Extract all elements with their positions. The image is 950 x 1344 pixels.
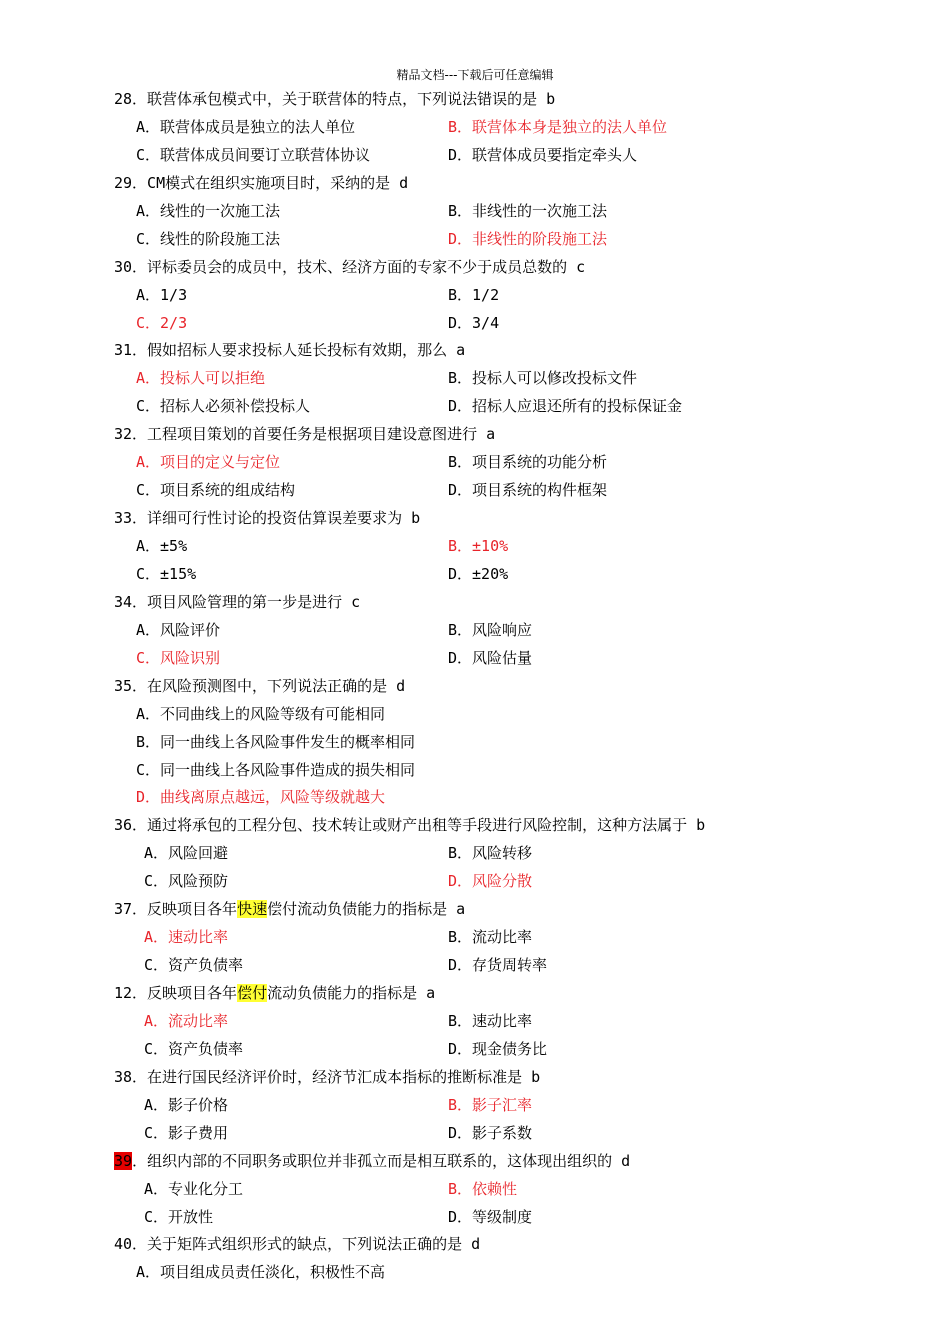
option-a: A．专业化分工 [144, 1179, 244, 1198]
option-b: B．项目系统的功能分析 [448, 453, 608, 472]
option-d: D．招标人应退还所有的投标保证金 [448, 397, 683, 416]
question-stem: 29．CM模式在组织实施项目时，采纳的是 d [114, 173, 409, 192]
question-stem: 33．详细可行性讨论的投资估算误差要求为 b [114, 509, 421, 528]
option-d: D．±20% [448, 564, 509, 583]
option-c: C．联营体成员间要订立联营体协议 [136, 145, 371, 164]
option-b: B．风险转移 [448, 844, 533, 863]
option-a-answer: A．速动比率 [144, 928, 229, 947]
question-stem: 34．项目风险管理的第一步是进行 c [114, 592, 361, 611]
question-12 [114, 980, 914, 1008]
option-c: C．同一曲线上各风险事件造成的损失相同 [136, 760, 416, 779]
question-40 [114, 1231, 914, 1259]
option-c: C．±15% [136, 564, 197, 583]
question-stem: 30．评标委员会的成员中，技术、经济方面的专家不少于成员总数的 c [114, 257, 586, 276]
highlighted-text: 快速 [237, 900, 268, 919]
option-b: B．1/2 [448, 285, 500, 304]
question-28 [114, 86, 914, 114]
question-stem: 28．联营体承包模式中，关于联营体的特点，下列说法错误的是 b [114, 90, 556, 108]
option-b-answer: B．影子汇率 [448, 1095, 533, 1114]
option-b: B．投标人可以修改投标文件 [448, 369, 638, 388]
question-stem: 31．假如招标人要求投标人延长投标有效期，那么 a [114, 341, 466, 360]
option-a: A．项目组成员责任淡化，积极性不高 [136, 1263, 386, 1282]
option-b-answer: B．联营体本身是独立的法人单位 [448, 117, 668, 136]
option-c: C．招标人必须补偿投标人 [136, 397, 311, 416]
option-d: D．项目系统的构件框架 [448, 481, 608, 500]
question-38 [114, 1064, 914, 1092]
option-b-answer: B．±10% [448, 537, 509, 555]
question-35 [114, 673, 914, 701]
question-stem: 40．关于矩阵式组织形式的缺点，下列说法正确的是 d [114, 1235, 481, 1254]
option-b: B．同一曲线上各风险事件发生的概率相同 [136, 732, 416, 751]
question-31 [114, 337, 914, 365]
question-36 [114, 812, 914, 840]
question-number-marker: 39 [114, 1151, 133, 1170]
option-b-answer: B．依赖性 [448, 1179, 518, 1198]
option-a: A．±5% [136, 537, 188, 555]
option-d-answer: D．非线性的阶段施工法 [448, 229, 608, 248]
option-c: C．风险预防 [144, 872, 229, 891]
question-stem: ．组织内部的不同职务或职位并非孤立而是相互联系的，这体现出组织的 d [132, 1151, 631, 1170]
option-c: C．开放性 [144, 1207, 214, 1226]
option-d: D．联营体成员要指定牵头人 [448, 145, 638, 164]
question-stem: 32．工程项目策划的首要任务是根据项目建设意图进行 a [114, 425, 496, 444]
option-a: A．风险评价 [136, 620, 221, 639]
question-39 [114, 1148, 914, 1176]
question-stem: 36．通过将承包的工程分包、技术转让或财产出租等手段进行风险控制，这种方法属于 b [114, 816, 706, 835]
option-c-answer: C．风险识别 [136, 648, 221, 667]
option-b: B．速动比率 [448, 1011, 533, 1030]
question-33 [114, 505, 914, 533]
option-c: C．影子费用 [144, 1123, 229, 1142]
option-c: C．线性的阶段施工法 [136, 229, 281, 248]
question-30 [114, 254, 914, 282]
option-a: A．联营体成员是独立的法人单位 [136, 117, 356, 136]
question-34 [114, 589, 914, 617]
option-a: A．线性的一次施工法 [136, 201, 281, 220]
option-c: C．资产负债率 [144, 956, 244, 975]
option-d: D．3/4 [448, 313, 500, 332]
option-d-answer: D．风险分散 [448, 872, 533, 891]
question-37 [114, 896, 914, 924]
question-stem-prefix: 37．反映项目各年 [114, 900, 238, 919]
option-d: D．等级制度 [448, 1207, 533, 1226]
option-c: C．资产负债率 [144, 1039, 244, 1058]
question-stem: 35．在风险预测图中，下列说法正确的是 d [114, 676, 406, 695]
question-stem-suffix: 偿付流动负债能力的指标是 a [267, 900, 466, 919]
option-d-answer: D．曲线离原点越远，风险等级就越大 [136, 788, 386, 807]
option-a: A．不同曲线上的风险等级有可能相同 [136, 704, 386, 723]
option-d: D．风险估量 [448, 648, 533, 667]
question-list [114, 86, 914, 1287]
option-d: D．现金债务比 [448, 1039, 548, 1058]
option-d: D．存货周转率 [448, 956, 548, 975]
option-a: A．1/3 [136, 285, 188, 304]
question-stem: 38．在进行国民经济评价时，经济节汇成本指标的推断标准是 b [114, 1067, 541, 1086]
option-d: D．影子系数 [448, 1123, 533, 1142]
option-a-answer: A．项目的定义与定位 [136, 453, 281, 472]
page-header: 精品文档---下载后可任意编辑 [396, 68, 554, 82]
option-c: C．项目系统的组成结构 [136, 481, 296, 500]
question-stem-prefix: 12．反映项目各年 [114, 984, 238, 1002]
option-b: B．风险响应 [448, 620, 533, 639]
option-a: A．影子价格 [144, 1095, 229, 1114]
option-b: B．非线性的一次施工法 [448, 201, 608, 220]
question-stem-suffix: 流动负债能力的指标是 a [267, 984, 436, 1002]
option-b: B．流动比率 [448, 928, 533, 947]
option-a-answer: A．投标人可以拒绝 [136, 369, 266, 388]
option-c-answer: C．2/3 [136, 313, 188, 332]
option-a-answer: A．流动比率 [144, 1011, 229, 1030]
question-32 [114, 421, 914, 449]
option-a: A．风险回避 [144, 844, 229, 863]
highlighted-text: 偿付 [237, 984, 268, 1002]
question-29 [114, 170, 914, 198]
